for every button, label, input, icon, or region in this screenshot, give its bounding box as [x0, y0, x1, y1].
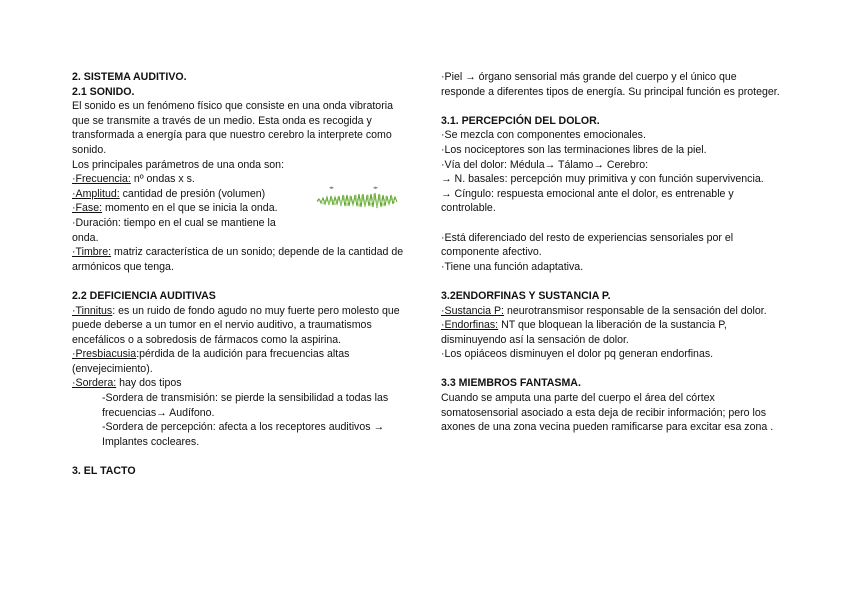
left-column	[72, 70, 407, 479]
heading-endorfinas: 3.2ENDORFINAS Y SUSTANCIA P.	[441, 289, 611, 302]
text-sordera: hay dos tipos	[116, 377, 182, 390]
paragraph-piel: ·Piel → órgano sensorial más grande del cuerpo y el único que responde a diferentes tipos de energía. Su principal función es proteger.	[441, 71, 780, 98]
item-timbre	[72, 245, 407, 274]
item-presbiacusia	[72, 347, 407, 376]
heading-sistema-auditivo: 2. SISTEMA AUDITIVO.	[72, 71, 187, 83]
item-endorfinas	[441, 318, 781, 347]
term-tinnitus: ·Tinnitus	[72, 304, 113, 317]
heading-miembros-fantasma: 3.3 MIEMBROS FANTASMA.	[441, 377, 581, 390]
item-dolor-emocional: ·Se mezcla con componentes emocionales.	[441, 129, 646, 142]
text-fase: momento en el que se inicia la onda.	[102, 202, 278, 215]
item-sordera-transmision: -Sordera de transmisión: se pierde la sensibilidad a todas las frecuencias→ Audífono.	[102, 392, 389, 419]
text-presbiacusia: :pérdida de la audición para frecuencias altas (envejecimiento).	[72, 348, 350, 375]
sound-wave-icon	[315, 183, 400, 213]
wave-row	[72, 184, 407, 202]
item-opiaceos: ·Los opiáceos disminuyen el dolor pq generan endorfinas.	[441, 348, 714, 361]
term-presbiacusia: ·Presbiacusia	[72, 348, 137, 361]
item-tinnitus	[72, 304, 407, 348]
item-funcion-adaptativa: ·Tiene una función adaptativa.	[441, 260, 584, 273]
item-nociceptores: ·Los nociceptores son las terminaciones libres de la piel.	[441, 143, 707, 156]
text-endorfinas: NT que bloquean la liberación de la sustancia P, disminuyendo así la sensación de dolor.	[441, 319, 727, 346]
item-sordera	[72, 376, 407, 391]
term-timbre: ·Timbre:	[72, 246, 112, 259]
text-timbre: matriz característica de un sonido; depende de la cantidad de armónicos que tenga.	[72, 246, 404, 273]
item-sustancia-p	[441, 304, 781, 319]
svg-text:◂▸: ◂▸	[373, 184, 379, 191]
heading-deficiencia: 2.2 DEFICIENCIA AUDITIVAS	[72, 289, 216, 302]
text-amplitud: cantidad de presión (volumen)	[119, 187, 266, 200]
term-sordera: ·Sordera:	[72, 377, 117, 390]
item-duracion: ·Duración: tiempo en el cual se mantiene la onda.	[72, 216, 276, 244]
heading-tacto: 3. EL TACTO	[72, 465, 136, 478]
item-sordera-percepcion: -Sordera de percepción: afecta a los receptores auditivos → Implantes cocleares.	[102, 421, 385, 448]
item-via-dolor: ·Vía del dolor: Médula→ Tálamo→ Cerebro:	[441, 158, 649, 171]
paragraph-parametros: Los principales parámetros de una onda son:	[72, 158, 285, 171]
term-sustancia-p: ·Sustancia P:	[441, 304, 505, 317]
paragraph-sonido: El sonido es un fenómeno físico que consiste en una onda vibratoria que se transmite a través de un medio. Esta onda es recogida y transformada a energía para que nuestro cerebro la interprete como sonido.	[72, 100, 393, 156]
heading-sonido: 2.1 SONIDO.	[72, 85, 135, 98]
heading-percepcion-dolor: 3.1. PERCEPCIÓN DEL DOLOR.	[441, 114, 600, 127]
svg-text:◂▸: ◂▸	[329, 184, 335, 191]
term-frecuencia: ·Frecuencia:	[72, 173, 131, 186]
item-n-basales: → N. basales: percepción muy primitiva y con función supervivencia.	[441, 173, 764, 186]
text-sustancia-p: neurotransmisor responsable de la sensación del dolor.	[504, 304, 767, 317]
item-cingulo: → Cíngulo: respuesta emocional ante el dolor, es entrenable y controlable.	[441, 187, 734, 215]
term-endorfinas: ·Endorfinas:	[441, 319, 499, 332]
text-frecuencia: nº ondas x s.	[130, 173, 195, 186]
paragraph-miembros-fantasma: Cuando se amputa una parte del cuerpo el área del córtex somatosensorial asociado a esta deja de recibir información; pero los axones de una zona vecina pueden ramificarse para excitar esa zona .	[441, 392, 774, 434]
right-column	[441, 70, 781, 435]
item-diferenciado: ·Está diferenciado del resto de experiencias sensoriales por el componente afectivo.	[441, 231, 734, 259]
term-amplitud: ·Amplitud:	[72, 187, 120, 200]
text-tinnitus: : es un ruido de fondo agudo no muy fuerte pero molesto que puede deberse a un tumor en el nervio auditivo, a traumatismos encefálicos o a sobredosis de fármacos como la aspirina.	[72, 304, 400, 346]
term-fase: ·Fase:	[72, 202, 103, 215]
